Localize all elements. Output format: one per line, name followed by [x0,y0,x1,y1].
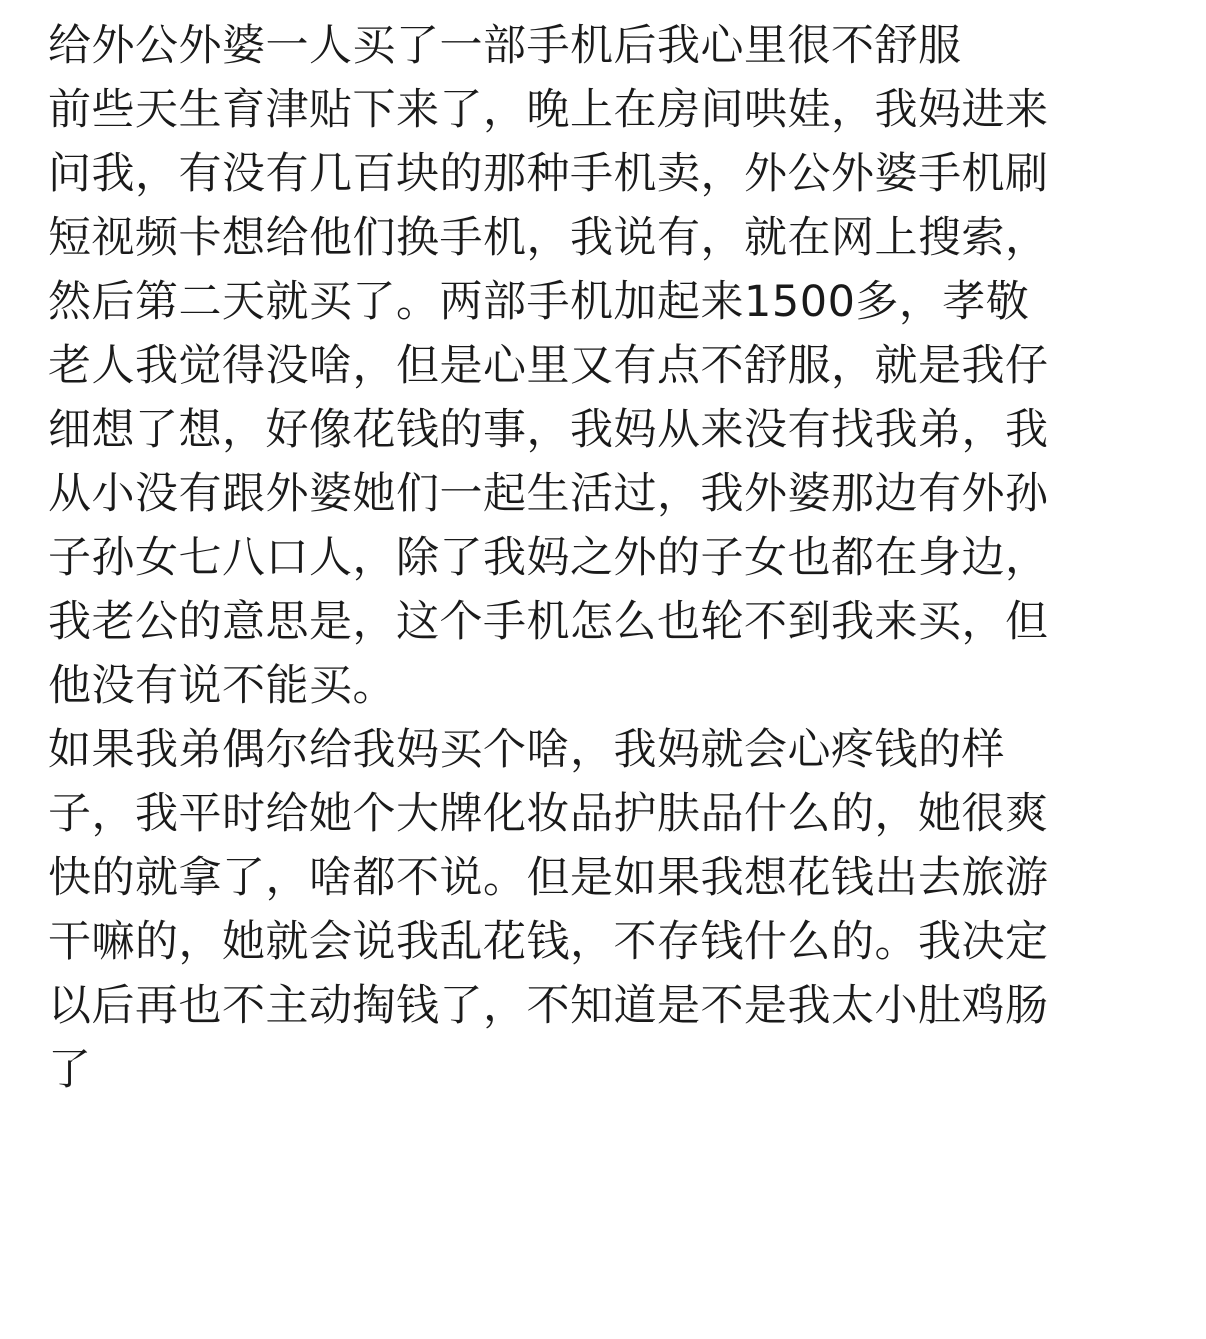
post-title: 给外公外婆一人买了一部手机后我心里很不舒服 [48,21,962,71]
post-text-line: 他没有说不能买。 [48,661,396,711]
post-text-line: 以后再也不主动掏钱了，不知道是不是我太小肚鸡肠 [48,981,1049,1031]
post-text-line: 问我，有没有几百块的那种手机卖，外公外婆手机刷 [48,149,1049,199]
post-text-line: 子孙女七八口人，除了我妈之外的子女也都在身边， [48,533,1049,583]
post-text-line: 了 [48,1045,92,1095]
post-text-line: 然后第二天就买了。两部手机加起来1500多，孝敬 [48,277,1030,327]
post-text-line: 快的就拿了，啥都不说。但是如果我想花钱出去旅游 [48,853,1049,903]
post-text-line: 如果我弟偶尔给我妈买个啥，我妈就会心疼钱的样 [48,725,1005,775]
post-text-line: 从小没有跟外婆她们一起生活过，我外婆那边有外孙 [48,469,1049,519]
post-text-line: 老人我觉得没啥，但是心里又有点不舒服，就是我仔 [48,341,1049,391]
post-text-line: 干嘛的，她就会说我乱花钱，不存钱什么的。我决定 [48,917,1049,967]
post-text-line: 子，我平时给她个大牌化妆品护肤品什么的，她很爽 [48,789,1049,839]
post-text-line: 细想了想，好像花钱的事，我妈从来没有找我弟，我 [48,405,1049,455]
post-text-line: 短视频卡想给他们换手机，我说有，就在网上搜索， [48,213,1049,263]
post-text-line: 我老公的意思是，这个手机怎么也轮不到我来买，但 [48,597,1049,647]
post-text-line: 前些天生育津贴下来了，晚上在房间哄娃，我妈进来 [48,85,1049,135]
post-body [48,14,1168,1102]
